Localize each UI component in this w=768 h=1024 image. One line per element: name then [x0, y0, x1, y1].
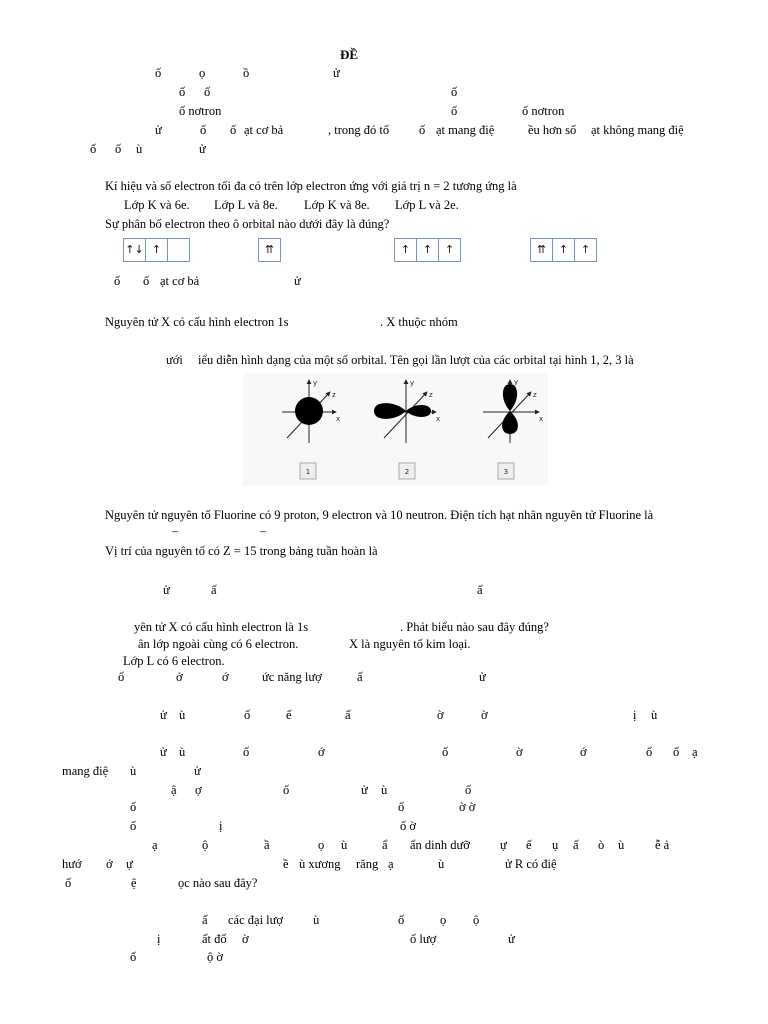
text-fragment: ử: [508, 932, 515, 946]
text-fragment: ạ: [692, 745, 698, 759]
panel-label-text: 3: [503, 468, 509, 476]
question-text: Kí hiệu và số electron tối đa có trên lớp electron ứng với giá trị n = 2 tương ứng là: [105, 179, 517, 193]
s-orbital-shape: [295, 397, 323, 425]
text-fragment: ự: [500, 838, 507, 852]
text-fragment: ị: [157, 932, 161, 946]
text-line: [0, 783, 768, 798]
text-fragment: ạ: [388, 857, 394, 871]
text-fragment: ạ: [152, 838, 158, 852]
orbital-option-b: [258, 238, 281, 262]
text-line: [0, 838, 768, 853]
question-text: . Phát biểu nào sau đây đúng?: [400, 620, 549, 634]
panel-label-text: 1: [305, 468, 311, 476]
answer-line: [0, 637, 768, 652]
text-fragment: ố: [419, 123, 426, 137]
text-fragment: ọc nào sau đây?: [178, 876, 258, 890]
text-fragment: ế: [526, 838, 532, 852]
text-fragment: ố: [90, 142, 97, 156]
question-line: [0, 544, 768, 559]
text-fragment: ẩ: [382, 838, 388, 852]
text-fragment: ù: [438, 857, 445, 871]
text-line: [0, 123, 768, 138]
text-fragment: ớ: [106, 857, 113, 871]
text-fragment: ễ ả: [655, 838, 670, 852]
text-fragment: ều hơn số: [528, 123, 577, 137]
text-fragment: ớ: [580, 745, 587, 759]
text-fragment: ử: [194, 764, 201, 778]
orbital-cell: ↑: [416, 238, 439, 262]
text-fragment: ổ: [646, 745, 653, 759]
text-fragment: ồ: [243, 66, 250, 80]
question-line: [0, 315, 768, 330]
text-fragment: ố: [179, 85, 186, 99]
answer-option: Lớp K và 8e.: [304, 198, 370, 212]
orbital-cell: ⇈: [258, 238, 281, 262]
text-fragment: ố: [65, 876, 72, 890]
orbital-cell: ↑: [574, 238, 597, 262]
text-fragment: ấ: [477, 583, 483, 597]
text-fragment: ử: [160, 745, 167, 759]
text-fragment: ù: [651, 708, 658, 722]
text-fragment: ố: [442, 745, 449, 759]
text-line: [0, 85, 768, 100]
text-fragment: răng: [356, 857, 379, 871]
text-line: [0, 745, 768, 760]
text-fragment: ố: [118, 670, 125, 684]
text-line: [0, 524, 768, 539]
text-fragment: ờ ờ: [459, 800, 476, 814]
question-line: [0, 353, 768, 368]
orbital-cell: ↑: [552, 238, 575, 262]
text-fragment: ố: [283, 783, 290, 797]
answer-option: ân lớp ngoài cùng có 6 electron.: [138, 637, 299, 651]
panel-label-2: [399, 463, 415, 479]
text-fragment: ố lượ: [410, 932, 437, 946]
text-fragment: ử: [294, 274, 301, 288]
text-fragment: ử: [160, 708, 167, 722]
text-fragment: ấ: [202, 913, 208, 927]
text-line: [0, 857, 768, 872]
text-fragment: ạt cơ bả: [244, 123, 284, 137]
text-fragment: ù: [179, 745, 186, 759]
text-line: [0, 274, 768, 289]
text-fragment: ức năng lượ: [262, 670, 322, 684]
x-axis-label: x: [336, 415, 341, 423]
text-line: [0, 708, 768, 723]
text-line: [0, 913, 768, 928]
text-fragment: ề: [283, 857, 289, 871]
x-axis-label: x: [436, 415, 441, 423]
text-fragment: ố: [115, 142, 122, 156]
text-fragment: ọ: [318, 838, 325, 852]
text-fragment: ờ: [437, 708, 444, 722]
question-line: [0, 508, 768, 523]
text-fragment: ố: [465, 783, 472, 797]
text-fragment: ố nơtron: [179, 104, 222, 118]
text-fragment: ậ: [171, 783, 177, 797]
text-fragment: ố: [114, 274, 121, 288]
text-fragment: ưới: [166, 353, 183, 367]
x-axis-label: x: [539, 415, 544, 423]
text-fragment: ò: [598, 838, 605, 852]
text-fragment: ệ: [131, 876, 137, 890]
z-axis-label: z: [332, 391, 336, 399]
text-line: [0, 876, 768, 891]
text-fragment: ờ: [242, 932, 249, 946]
answer-line: [0, 654, 768, 669]
y-axis-label: y: [313, 379, 318, 387]
text-fragment: ớ: [222, 670, 229, 684]
orbital-cell: ↑↓: [123, 238, 146, 262]
text-fragment: ị: [633, 708, 637, 722]
text-fragment: ố: [204, 85, 211, 99]
text-fragment: ố: [243, 745, 250, 759]
text-line: [0, 670, 768, 685]
text-fragment: ù: [618, 838, 625, 852]
z-axis-label: z: [429, 391, 433, 399]
text-fragment: ấ: [357, 670, 363, 684]
text-fragment: ờ: [481, 708, 488, 722]
text-fragment: hướ: [62, 857, 82, 871]
question-text: . X thuộc nhóm: [380, 315, 458, 329]
question-text: yên tử X có cấu hình electron là 1s: [134, 620, 309, 634]
orbital-option-d: [530, 238, 597, 262]
text-fragment: ù: [130, 764, 137, 778]
text-fragment: ợ: [195, 783, 202, 797]
text-line: [0, 583, 768, 598]
answer-option: Lớp L có 6 electron.: [123, 654, 225, 668]
text-line: [0, 800, 768, 815]
text-fragment: ử: [333, 66, 340, 80]
text-fragment: ố: [130, 800, 137, 814]
text-fragment: ù: [341, 838, 348, 852]
text-fragment: ất đổ: [202, 932, 227, 946]
panel-label-1: [300, 463, 316, 479]
text-fragment: ố: [451, 85, 458, 99]
y-axis-label: y: [410, 379, 415, 387]
text-fragment: ử: [479, 670, 486, 684]
text-fragment: ạt cơ bả: [160, 274, 200, 288]
orbital-cell: [167, 238, 190, 262]
text-line: [0, 142, 768, 157]
orbital-cell: ↑: [438, 238, 461, 262]
text-fragment: ù: [313, 913, 320, 927]
text-fragment: ế: [286, 708, 292, 722]
text-line: [0, 104, 768, 119]
orbital-cell: ⇈: [530, 238, 553, 262]
answer-option: Lớp K và 6e.: [124, 198, 190, 212]
text-fragment: ù: [136, 142, 143, 156]
text-fragment: ố: [673, 745, 680, 759]
text-fragment: ố: [451, 104, 458, 118]
text-fragment: ử: [163, 583, 170, 597]
question-text: Vị trí của nguyên tố có Z = 15 trong bảng tuần hoàn là: [105, 544, 378, 558]
text-fragment: ấ: [345, 708, 351, 722]
answer-line: [0, 198, 768, 213]
text-fragment: , trong đó tổ: [328, 123, 390, 137]
answer-option: Lớp L và 2e.: [395, 198, 459, 212]
text-line: [0, 66, 768, 81]
text-fragment: ử R có điệ: [505, 857, 557, 871]
text-fragment: ầ: [264, 838, 270, 852]
text-fragment: ố: [143, 274, 150, 288]
text-fragment: ử: [199, 142, 206, 156]
text-line: [0, 764, 768, 779]
text-fragment: các đại lượ: [228, 913, 284, 927]
text-fragment: ù: [381, 783, 388, 797]
text-fragment: ự: [126, 857, 133, 871]
text-fragment: ạt mang điệ: [436, 123, 495, 137]
question-text: iểu diễn hình dạng của một số orbital. Tên gọi lần lượt của các orbital tại hình 1, 2, 3 là: [198, 353, 634, 367]
text-fragment: ọ: [440, 913, 447, 927]
z-axis-label: z: [533, 391, 537, 399]
text-line: [0, 932, 768, 947]
orbital-shapes-figure: [240, 370, 552, 490]
text-fragment: ẩn dinh dưỡ: [410, 838, 470, 852]
text-line: [0, 950, 768, 965]
panel-label-text: 2: [404, 468, 410, 476]
text-fragment: ù xương: [299, 857, 341, 871]
text-fragment: mang điệ: [62, 764, 109, 778]
text-fragment: ở: [176, 670, 183, 684]
text-fragment: ụ: [552, 838, 559, 852]
text-fragment: ấ: [211, 583, 217, 597]
text-fragment: ử: [155, 123, 162, 137]
question-line: [0, 620, 768, 635]
text-fragment: ố: [130, 950, 137, 964]
text-fragment: ố: [398, 913, 405, 927]
orbital-cell: ↑: [394, 238, 417, 262]
text-fragment: ấ: [573, 838, 579, 852]
page-title: ĐỀ: [340, 47, 359, 62]
text-fragment: ộ: [202, 838, 209, 852]
orbital-option-a: [123, 238, 190, 262]
text-fragment: ố ờ: [400, 819, 416, 833]
text-fragment: ờ: [516, 745, 523, 759]
text-fragment: ử: [361, 783, 368, 797]
answer-option: X là nguyên tố kim loại.: [349, 637, 471, 651]
question-text: Nguyên tử nguyên tố Fluorine có 9 proton, 9 electron và 10 neutron. Điện tích hạt nhân nguyên tử Fluorine là: [105, 508, 654, 522]
text-fragment: ớ: [318, 745, 325, 759]
answer-option: Lớp L và 8e.: [214, 198, 278, 212]
text-fragment: –: [260, 524, 267, 538]
text-fragment: ố: [155, 66, 162, 80]
text-line: [0, 819, 768, 834]
text-fragment: ố: [398, 800, 405, 814]
question-text: Nguyên tử X có cấu hình electron 1s: [105, 315, 289, 329]
text-fragment: –: [172, 524, 179, 538]
panel-label-3: [498, 463, 514, 479]
text-fragment: ộ ờ: [207, 950, 223, 964]
question-text: Sự phân bố electron theo ô orbital nào dưới đây là đúng?: [105, 217, 390, 231]
text-fragment: ố nơtron: [522, 104, 565, 118]
text-fragment: ù: [179, 708, 186, 722]
text-fragment: ạt không mang điệ: [591, 123, 684, 137]
question-line: [0, 179, 768, 194]
question-line: [0, 217, 768, 232]
text-fragment: ị: [219, 819, 223, 833]
text-fragment: ố: [230, 123, 237, 137]
y-axis-label: y: [514, 378, 519, 386]
text-fragment: ộ: [473, 913, 480, 927]
orbital-option-c: [394, 238, 461, 262]
orbital-cell: ↑: [145, 238, 168, 262]
text-fragment: ố: [130, 819, 137, 833]
text-fragment: ọ: [199, 66, 206, 80]
text-fragment: ố: [200, 123, 207, 137]
text-fragment: ố: [244, 708, 251, 722]
